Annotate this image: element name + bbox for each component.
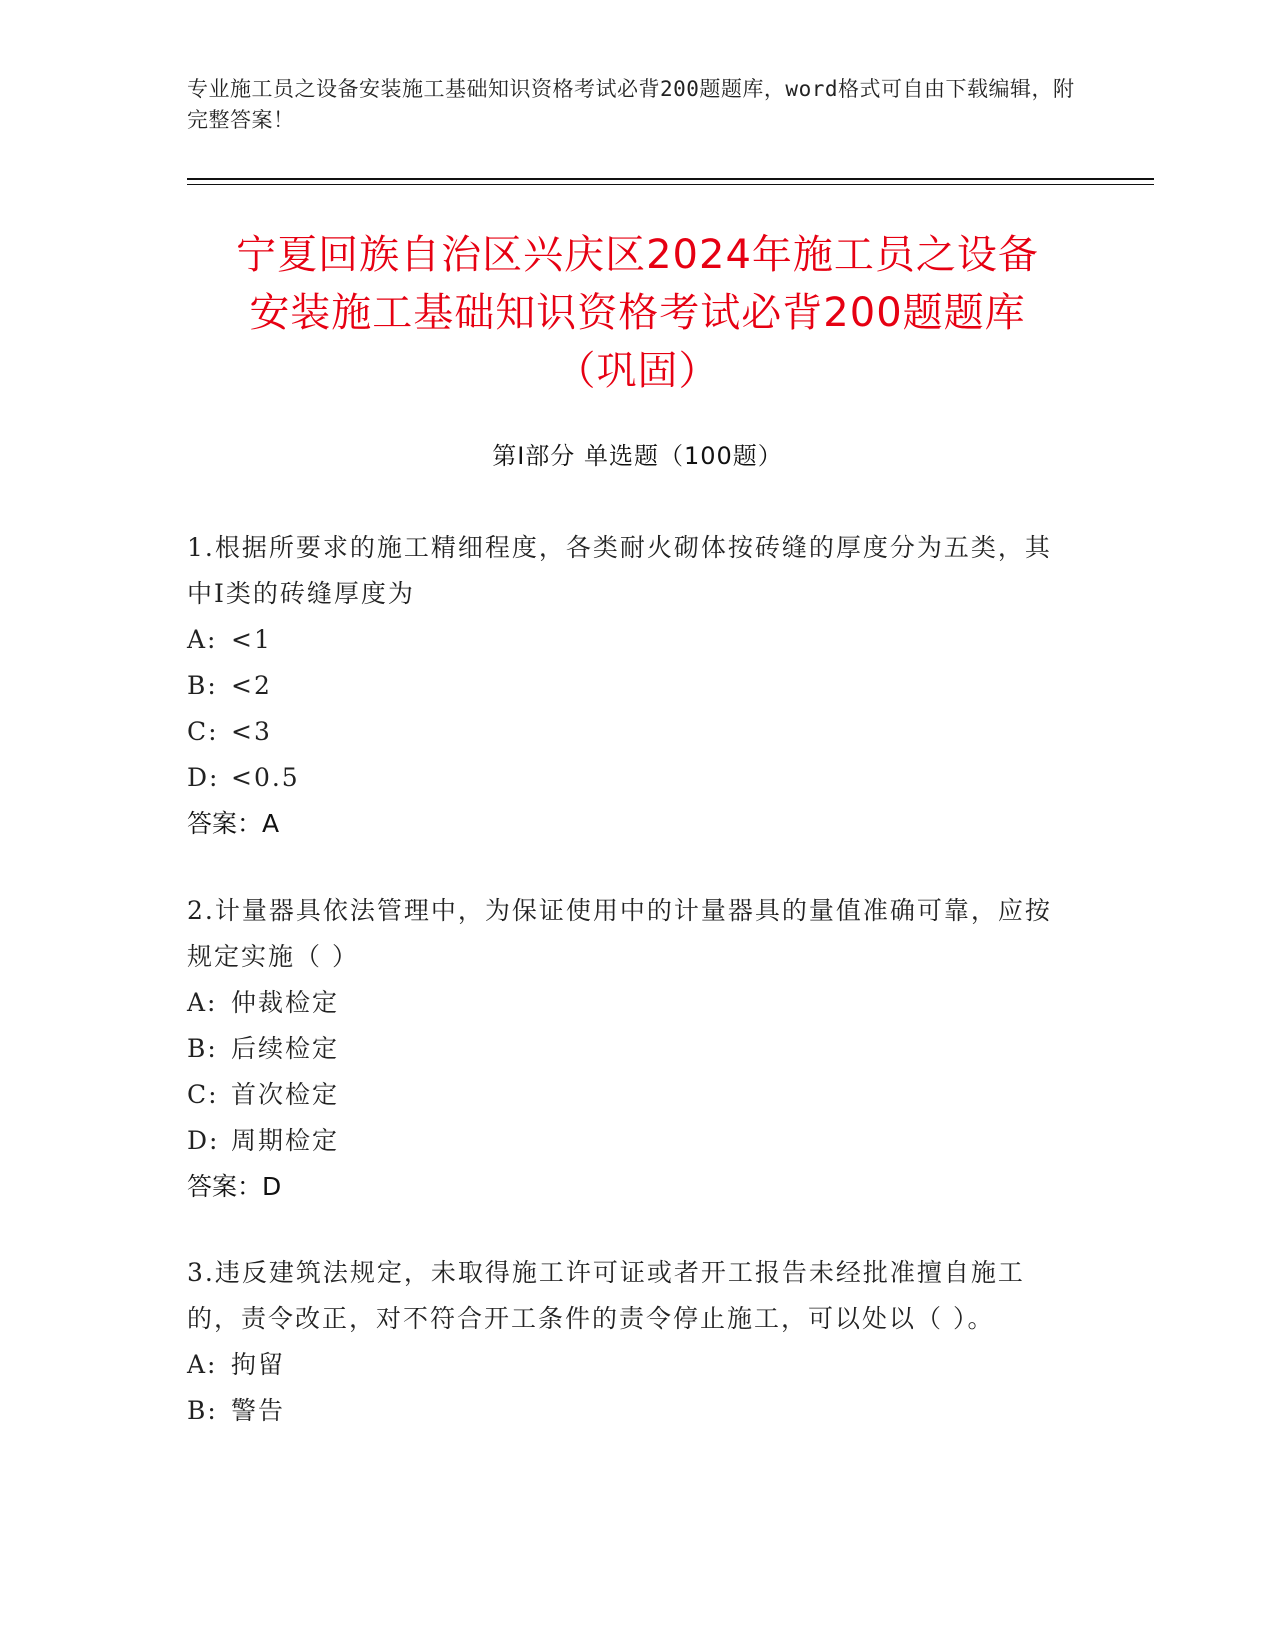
header-note: 专业施工员之设备安装施工基础知识资格考试必背200题题库，word格式可自由下载编辑，附完整答案！ — [187, 77, 1075, 132]
section-heading: 第Ⅰ部分 单选题（100题） — [492, 442, 783, 470]
option-a — [187, 980, 1067, 1026]
header-divider-thin — [187, 184, 1154, 185]
question-block — [187, 1250, 1067, 1434]
answer-label: 答案：D — [187, 1172, 282, 1201]
option-b — [187, 1388, 1067, 1434]
option-value: 仲裁检定 — [231, 988, 340, 1017]
option-d — [187, 755, 1067, 801]
option-c — [187, 709, 1067, 755]
option-value: <3 — [231, 717, 272, 746]
option-c — [187, 1072, 1067, 1118]
option-key: B: — [187, 1396, 218, 1425]
option-value: <0.5 — [231, 763, 300, 792]
question-block — [187, 888, 1067, 1210]
question-text: 1.根据所要求的施工精细程度，各类耐火砌体按砖缝的厚度分为五类，其中Ⅰ类的砖缝厚度为 — [187, 533, 1052, 608]
option-b — [187, 663, 1067, 709]
document-title — [150, 226, 1125, 400]
title-line-2: 安装施工基础知识资格考试必背200题题库 — [249, 290, 1026, 336]
option-a — [187, 617, 1067, 663]
option-value: 警告 — [231, 1396, 286, 1425]
header-divider-thick — [187, 178, 1154, 180]
option-key: A: — [187, 1350, 218, 1379]
title-line-1: 宁夏回族自治区兴庆区2024年施工员之设备 — [236, 232, 1039, 278]
option-b — [187, 1026, 1067, 1072]
option-key: A: — [187, 625, 218, 654]
option-key: C: — [187, 1080, 219, 1109]
option-key: B: — [187, 671, 218, 700]
option-d — [187, 1118, 1067, 1164]
option-value: 首次检定 — [231, 1080, 340, 1109]
option-value: <2 — [231, 671, 272, 700]
option-key: C: — [187, 717, 219, 746]
option-value: 后续检定 — [231, 1034, 340, 1063]
question-text: 3.违反建筑法规定，未取得施工许可证或者开工报告未经批准擅自施工的，责令改正，对不符合开工条件的责令停止施工，可以处以（ ）。 — [187, 1258, 1025, 1333]
option-a — [187, 1342, 1067, 1388]
option-key: D: — [187, 1126, 220, 1155]
answer-label: 答案：A — [187, 809, 280, 838]
option-value: 周期检定 — [231, 1126, 340, 1155]
option-key: A: — [187, 988, 218, 1017]
option-key: D: — [187, 763, 220, 792]
question-text: 2.计量器具依法管理中，为保证使用中的计量器具的量值准确可靠，应按规定实施（ ） — [187, 896, 1052, 971]
option-key: B: — [187, 1034, 218, 1063]
option-value: 拘留 — [231, 1350, 286, 1379]
title-line-3: （巩固） — [555, 348, 720, 394]
question-block — [187, 525, 1067, 847]
option-value: <1 — [231, 625, 272, 654]
